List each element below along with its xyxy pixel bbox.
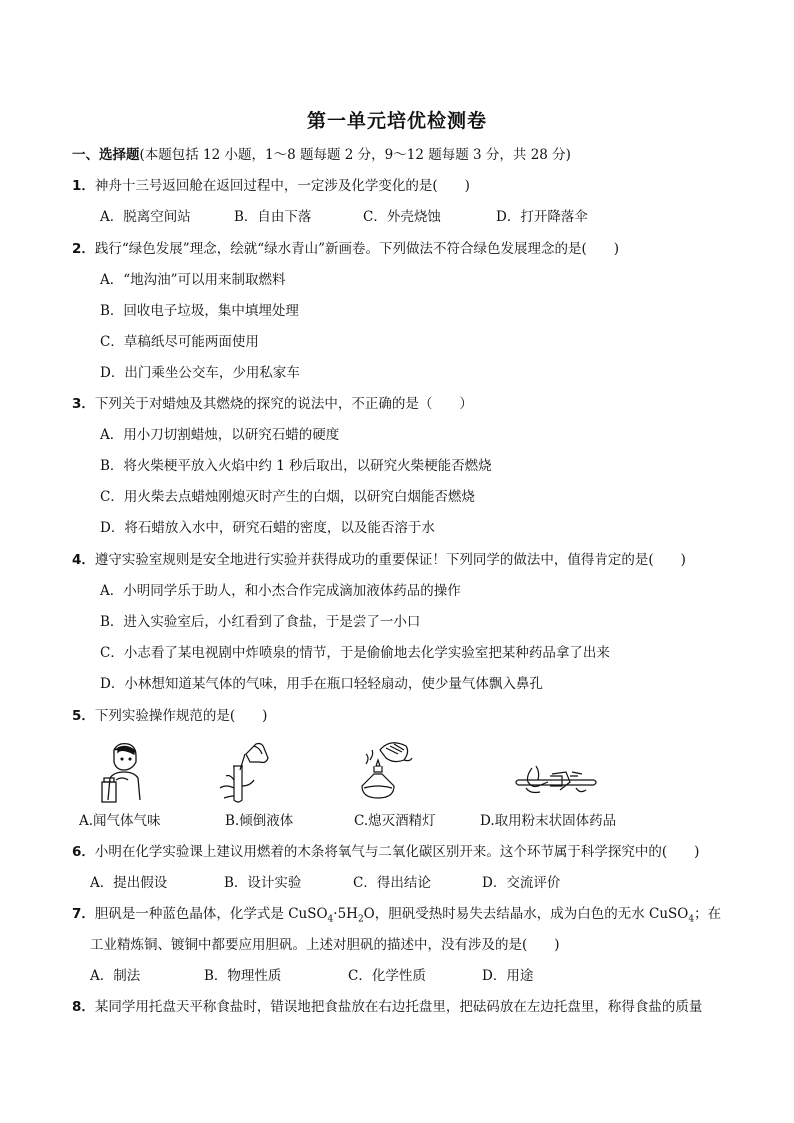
question-7-line2: 工业精炼铜、镀铜中都要应用胆矾。上述对胆矾的描述中，没有涉及的是( )	[90, 937, 560, 953]
option-a: A．用小刀切割蜡烛，以研究石蜡的硬度	[100, 427, 340, 443]
option-d: D．打开降落伞	[496, 209, 588, 225]
question-stem-part: ·5H	[333, 906, 358, 922]
option-b: B．进入实验室后，小红看到了食盐，于是尝了一小口	[100, 614, 421, 630]
question-1	[72, 177, 470, 195]
option-c: C．用火柴去点蜡烛刚熄灭时产生的白烟，以研究白烟能否燃烧	[100, 489, 475, 505]
option-c: C．外壳烧蚀	[363, 209, 441, 225]
question-stem-part: O，胆矾受热时易失去结晶水，成为白色的无水 CuSO	[363, 906, 689, 922]
option-b: B．物理性质	[204, 968, 282, 984]
option-b: B．将火柴梗平放入火焰中约 1 秒后取出，以研究火柴梗能否燃烧	[100, 458, 492, 474]
option-a: A．“地沟油”可以用来制取燃料	[100, 272, 286, 288]
caption-d: D.取用粉末状固体药品	[480, 813, 617, 829]
subscript: 2	[357, 914, 364, 925]
option-d: D．用途	[482, 968, 534, 984]
question-2	[72, 240, 619, 258]
figure-pour-liquid	[216, 740, 280, 808]
question-stem: 神舟十三号返回舱在返回过程中，一定涉及化学变化的是( )	[94, 178, 470, 194]
question-stem: 下列关于对蜡烛及其燃烧的探究的说法中，不正确的是（ ）	[94, 396, 473, 412]
question-7	[72, 905, 721, 929]
question-number: 5．	[72, 708, 95, 724]
question-number: 8．	[72, 999, 95, 1015]
section-heading	[72, 146, 571, 164]
option-c: C．小志看了某电视剧中炸喷泉的情节，于是偷偷地去化学实验室把某种药品拿了出来	[100, 645, 610, 661]
question-number: 4．	[72, 552, 95, 568]
option-a: A．制法	[90, 968, 141, 984]
question-stem: 下列实验操作规范的是( )	[94, 708, 268, 724]
question-stem: 某同学用托盘天平称食盐时，错误地把食盐放在右边托盘里，把砝码放在左边托盘里，称得食盐的质量	[94, 999, 703, 1015]
option-c: C．草稿纸尽可能两面使用	[100, 334, 259, 350]
option-b: B．设计实验	[224, 875, 302, 891]
question-stem: 遵守实验室规则是安全地进行实验并获得成功的重要保证！下列同学的做法中，值得肯定的是( )	[94, 552, 686, 568]
option-a: A．小明同学乐于助人，和小杰合作完成滴加液体药品的操作	[100, 583, 461, 599]
subscript: 4	[327, 914, 334, 925]
question-stem: 践行“绿色发展”理念，绘就“绿水青山”新画卷。下列做法不符合绿色发展理念的是( )	[94, 241, 620, 257]
option-b: B．回收电子垃圾，集中填埋处理	[100, 303, 299, 319]
question-stem: 小明在化学实验课上建议用燃着的木条将氧气与二氧化碳区别开来。这个环节属于科学探究中的( )	[94, 844, 700, 860]
option-c: C．化学性质	[348, 968, 426, 984]
question-number: 1．	[72, 178, 95, 194]
figure-alcohol-lamp	[350, 738, 416, 806]
question-4	[72, 551, 686, 569]
option-a: A．提出假设	[90, 875, 168, 891]
question-stem-part: 胆矾是一种蓝色晶体，化学式是 CuSO	[94, 906, 328, 922]
question-number: 7．	[72, 906, 95, 922]
option-b: B．自由下落	[234, 209, 312, 225]
option-d: D．出门乘坐公交车，少用私家车	[100, 365, 300, 381]
question-6	[72, 843, 699, 861]
question-number: 2．	[72, 241, 95, 257]
section-heading-rest: (本题包括 12 小题，1～8 题每题 2 分，9～12 题每题 3 分，共 28 分)	[139, 147, 571, 163]
option-d: D．交流评价	[482, 875, 561, 891]
question-8	[72, 998, 702, 1016]
subscript: 4	[688, 914, 695, 925]
question-3	[72, 395, 473, 413]
option-d: D．小林想知道某气体的气味，用手在瓶口轻轻扇动，使少量气体飘入鼻孔	[100, 676, 543, 692]
caption-a: A.闻气体气味	[79, 813, 161, 829]
figure-powder-solid	[514, 760, 598, 800]
question-stem-part: ；在	[694, 906, 722, 922]
caption-c: C.熄灭酒精灯	[354, 813, 436, 829]
caption-b: B.倾倒液体	[225, 813, 294, 829]
page-title: 第一单元培优检测卷	[306, 110, 487, 132]
option-d: D．将石蜡放入水中，研究石蜡的密度，以及能否溶于水	[100, 520, 435, 536]
option-a: A．脱离空间站	[100, 209, 191, 225]
section-heading-bold: 一、选择题	[72, 147, 140, 163]
option-c: C．得出结论	[353, 875, 431, 891]
figure-smell-gas	[92, 740, 152, 806]
question-number: 3．	[72, 396, 95, 412]
question-5	[72, 707, 267, 725]
question-number: 6．	[72, 844, 95, 860]
